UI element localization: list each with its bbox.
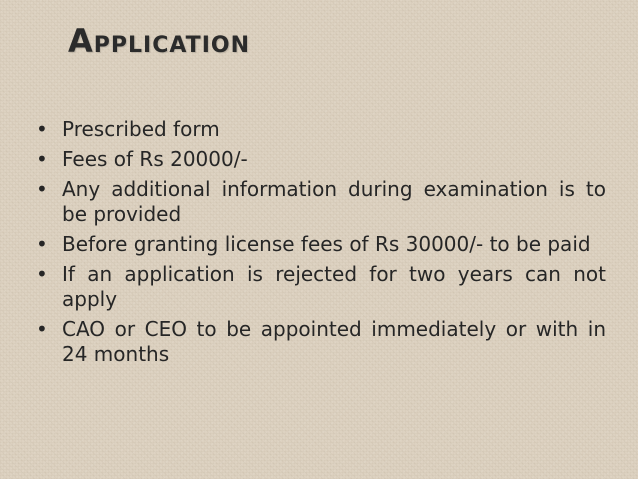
bullet-list xyxy=(36,117,606,372)
bullet-dot-icon: • xyxy=(36,147,48,171)
bullet-item xyxy=(36,232,606,257)
bullet-item xyxy=(36,117,606,142)
bullet-dot-icon: • xyxy=(36,262,48,286)
bullet-text: If an application is rejected for two years can not apply xyxy=(62,262,606,311)
bullet-text: CAO or CEO to be appointed immediately or with in 24 months xyxy=(62,317,606,366)
bullet-item xyxy=(36,177,606,227)
bullet-dot-icon: • xyxy=(36,177,48,201)
slide-title: Application xyxy=(68,22,250,60)
bullet-item xyxy=(36,147,606,172)
bullet-text: Prescribed form xyxy=(62,117,220,141)
bullet-text: Before granting license fees of Rs 30000/- to be paid xyxy=(62,232,591,256)
bullet-dot-icon: • xyxy=(36,317,48,341)
bullet-item xyxy=(36,317,606,367)
bullet-item xyxy=(36,262,606,312)
bullet-text: Fees of Rs 20000/- xyxy=(62,147,248,171)
bullet-text: Any additional information during examination is to be provided xyxy=(62,177,606,226)
bullet-dot-icon: • xyxy=(36,117,48,141)
bullet-dot-icon: • xyxy=(36,232,48,256)
